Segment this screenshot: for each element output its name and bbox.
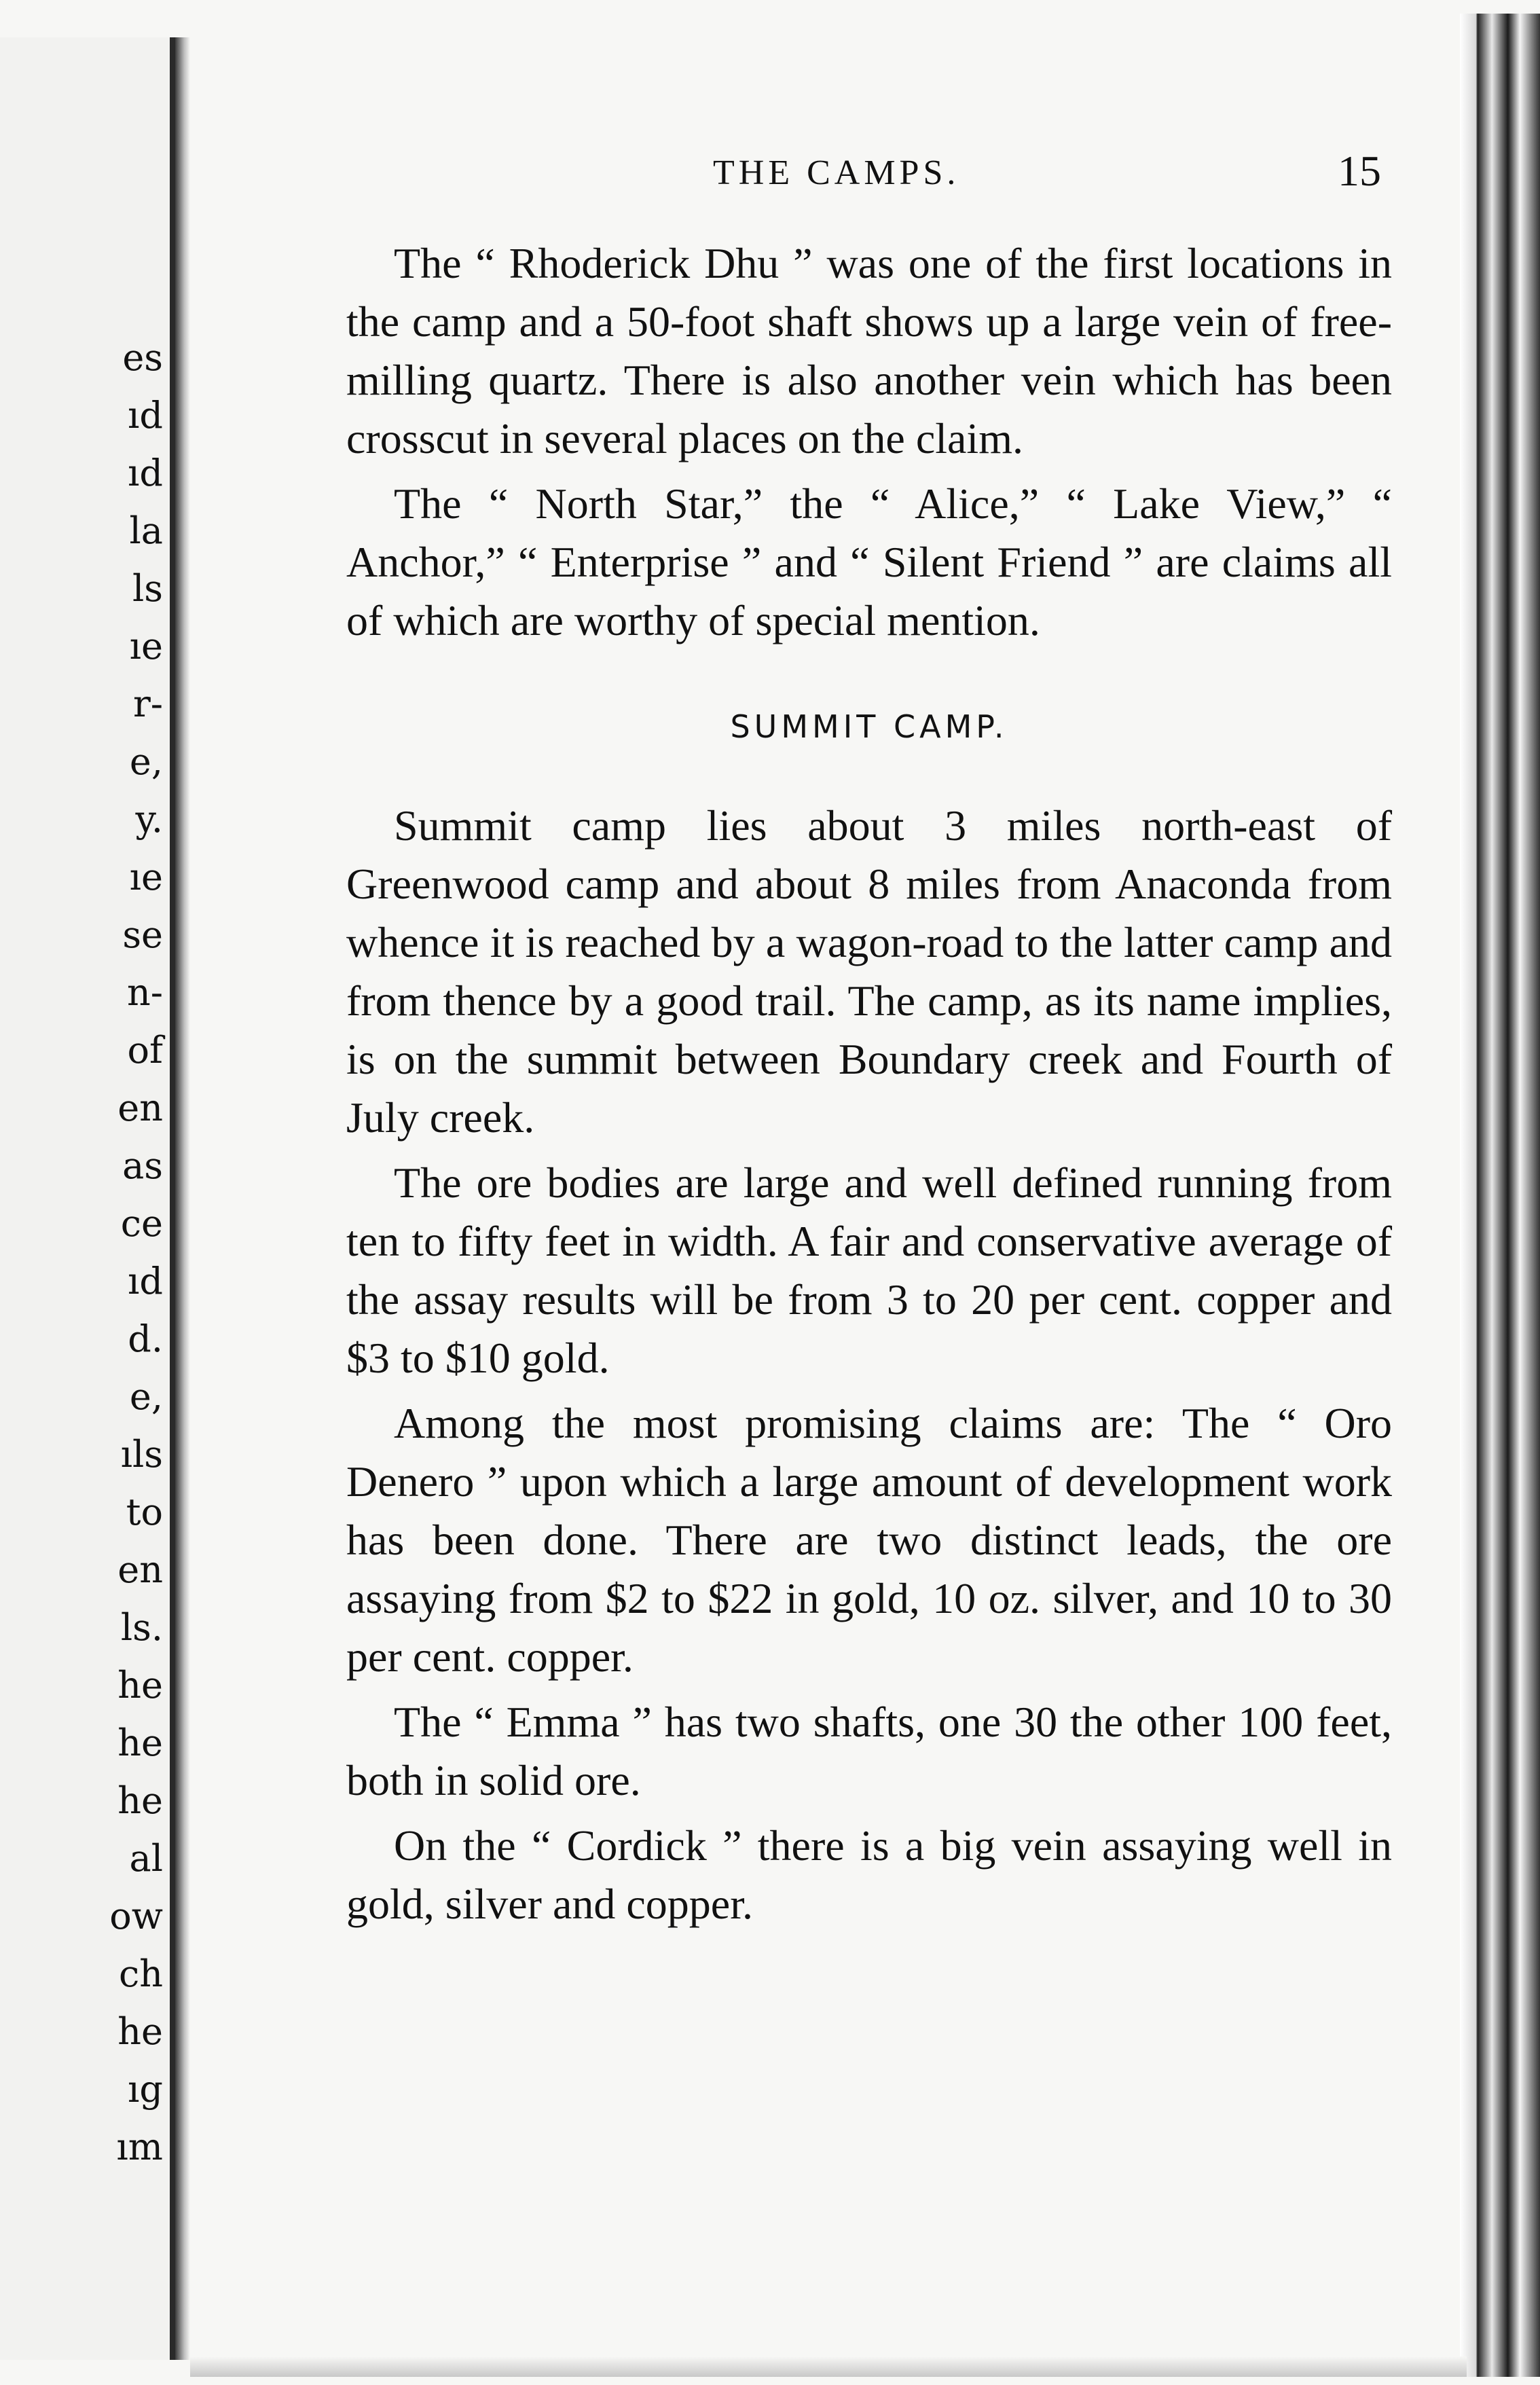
facing-page-fragment: he: [117, 1664, 163, 1707]
facing-page-fragment: ıe: [129, 625, 163, 668]
facing-page-fragment: e,: [129, 1375, 163, 1418]
facing-page-fragment: d.: [128, 1317, 163, 1360]
facing-page-fragment: ow: [109, 1895, 163, 1937]
facing-page-fragment: ıg: [128, 2068, 163, 2111]
facing-page-fragment: he: [117, 1722, 163, 1764]
running-head: [197, 147, 1460, 207]
facing-page-fragment: ıls: [120, 1433, 163, 1476]
facing-page-fragment: ım: [116, 2126, 163, 2168]
facing-page-fragment: en: [117, 1548, 163, 1591]
facing-page-fragment: ce: [120, 1202, 163, 1245]
facing-page-fragment: of: [127, 1029, 163, 1072]
facing-page-fragment: e,: [129, 740, 163, 783]
facing-page-fragment: en: [117, 1087, 163, 1129]
paragraph: The “ Emma ” has two shafts, one 30 the other 100 feet, both in solid ore.: [346, 1698, 1392, 1804]
facing-page-fragment: ls.: [120, 1606, 163, 1649]
page-body: [346, 234, 1392, 1933]
facing-page-fragment: ls: [132, 567, 163, 610]
page-bottom-edge: [190, 2356, 1467, 2377]
facing-page-fragment: to: [126, 1491, 163, 1533]
facing-page-edge: [0, 37, 175, 2360]
paragraph: On the “ Cordick ” there is a big vein assaying well in gold, silver and copper.: [346, 1821, 1392, 1928]
section-heading: SUMMIT CAMP.: [730, 708, 1008, 745]
paragraph: The ore bodies are large and well defined running from ten to fifty feet in width. A fair and conservative average of the assay results will be from 3 to 20 per cent. copper and $3 to $10 gold.: [346, 1159, 1392, 1382]
facing-page-fragment: se: [122, 913, 163, 956]
facing-page-fragment: la: [129, 509, 163, 552]
facing-page-fragment: y.: [135, 798, 163, 841]
running-head-title: THE CAMPS.: [713, 153, 960, 192]
facing-page-fragment: ıd: [128, 394, 163, 437]
facing-page-fragment: ıd: [128, 1260, 163, 1303]
facing-page-fragment: al: [129, 1837, 163, 1880]
book-gutter: [175, 37, 190, 2360]
facing-page-fragment: he: [117, 1779, 163, 1822]
page-stack-edge: [1460, 14, 1540, 2377]
facing-page-fragment: ıe: [129, 856, 163, 898]
facing-page-fragment: ıd: [128, 452, 163, 494]
paragraph: The “ Rhoderick Dhu ” was one of the first locations in the camp and a 50-foot shaft shows up a large vein of free-milling quartz. There is also another vein which has been crosscut in several places on the claim.: [346, 239, 1392, 462]
facing-page-fragment: n-: [126, 971, 163, 1014]
paragraph: Summit camp lies about 3 miles north-east of Greenwood camp and about 8 miles from Anaconda from whence it is reached by a wagon-road to the latter camp and from thence by a good trail. The camp, as its name implies, is on the summit between Boundary creek and Fourth of July creek.: [346, 801, 1392, 1142]
facing-page-fragment: as: [122, 1144, 163, 1187]
facing-page-fragment: he: [117, 2010, 163, 2053]
facing-page-fragment: ch: [118, 1952, 163, 1995]
facing-page-fragment: es: [122, 336, 163, 379]
book-page: [197, 37, 1460, 2356]
paragraph: Among the most promising claims are: The “ Oro Denero ” upon which a large amount of development work has been done. There are two distinct leads, the ore assaying from $2 to $22 in gold, 10 oz. silver, and 10 to 30 per cent. copper.: [346, 1399, 1392, 1681]
facing-page-fragment: r-: [132, 682, 163, 725]
page-number: 15: [1338, 147, 1381, 195]
paragraph: The “ North Star,” the “ Alice,” “ Lake View,” “ Anchor,” “ Enterprise ” and “ Silent Friend ” are claims all of which are worthy of special mention.: [346, 479, 1392, 644]
